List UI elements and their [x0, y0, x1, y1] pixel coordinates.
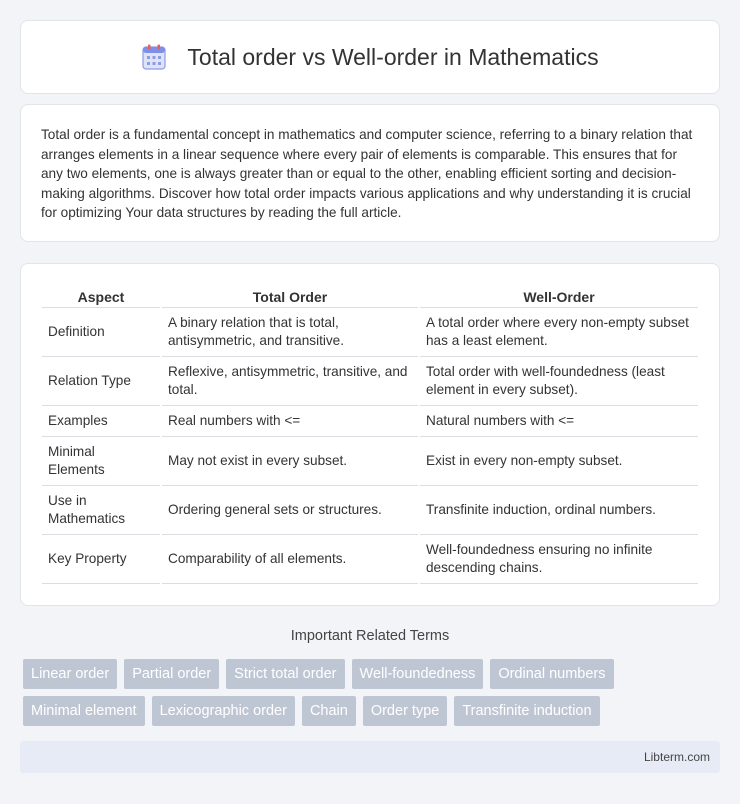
intro-card [20, 104, 720, 242]
table-row [42, 437, 698, 486]
row-total-order: Comparability of all elements. [162, 535, 418, 584]
tag-lexicographic-order[interactable]: Lexicographic order [152, 696, 295, 726]
row-aspect: Relation Type [42, 357, 160, 406]
row-well-order: Well-foundedness ensuring no infinite descending chains. [420, 535, 698, 584]
row-total-order: Ordering general sets or structures. [162, 486, 418, 535]
comparison-card [20, 263, 720, 606]
calendar-icon [141, 44, 167, 70]
header-card [20, 20, 720, 94]
intro-text: Total order is a fundamental concept in mathematics and computer science, referring to a binary relation that arranges elements in a linear sequence where every pair of elements is comparable. This ensures that for any two elements, one is always greater than or equal to the other, enabling efficient sorting and decision-making algorithms. Discover how total order impacts various applications and why understanding it is crucial for optimizing Your data structures by reading the full article. [41, 127, 693, 220]
tag-row [23, 696, 723, 726]
row-well-order: Transfinite induction, ordinal numbers. [420, 486, 698, 535]
header-aspect: Aspect [42, 284, 160, 308]
related-terms [23, 659, 723, 733]
header-well-order: Well-Order [420, 284, 698, 308]
row-well-order: Exist in every non-empty subset. [420, 437, 698, 486]
table-row [42, 357, 698, 406]
table-row [42, 406, 698, 437]
row-total-order: Reflexive, antisymmetric, transitive, and total. [162, 357, 418, 406]
tag-row [23, 659, 723, 689]
row-aspect: Minimal Elements [42, 437, 160, 486]
row-well-order: Total order with well-foundedness (least element in every subset). [420, 357, 698, 406]
tag-order-type[interactable]: Order type [363, 696, 448, 726]
row-aspect: Key Property [42, 535, 160, 584]
row-aspect: Use in Mathematics [42, 486, 160, 535]
tag-ordinal-numbers[interactable]: Ordinal numbers [490, 659, 613, 689]
row-aspect: Examples [42, 406, 160, 437]
tag-strict-total-order[interactable]: Strict total order [226, 659, 344, 689]
tag-linear-order[interactable]: Linear order [23, 659, 117, 689]
row-well-order: Natural numbers with <= [420, 406, 698, 437]
row-total-order: Real numbers with <= [162, 406, 418, 437]
tag-chain[interactable]: Chain [302, 696, 356, 726]
comparison-table [40, 284, 700, 584]
footer [20, 741, 720, 773]
row-total-order: A binary relation that is total, antisymmetric, and transitive. [162, 308, 418, 357]
related-terms-title: Important Related Terms [290, 628, 450, 644]
table-row [42, 308, 698, 357]
tag-well-foundedness[interactable]: Well-foundedness [352, 659, 484, 689]
row-aspect: Definition [42, 308, 160, 357]
table-row [42, 486, 698, 535]
row-well-order: A total order where every non-empty subset has a least element. [420, 308, 698, 357]
tag-minimal-element[interactable]: Minimal element [23, 696, 145, 726]
table-header-row [42, 284, 698, 308]
table-row [42, 535, 698, 584]
row-total-order: May not exist in every subset. [162, 437, 418, 486]
tag-transfinite-induction[interactable]: Transfinite induction [454, 696, 599, 726]
page-title: Total order vs Well-order in Mathematics [187, 43, 599, 70]
footer-site-link[interactable]: Libterm.com [643, 750, 710, 764]
header-total-order: Total Order [162, 284, 418, 308]
tag-partial-order[interactable]: Partial order [124, 659, 219, 689]
